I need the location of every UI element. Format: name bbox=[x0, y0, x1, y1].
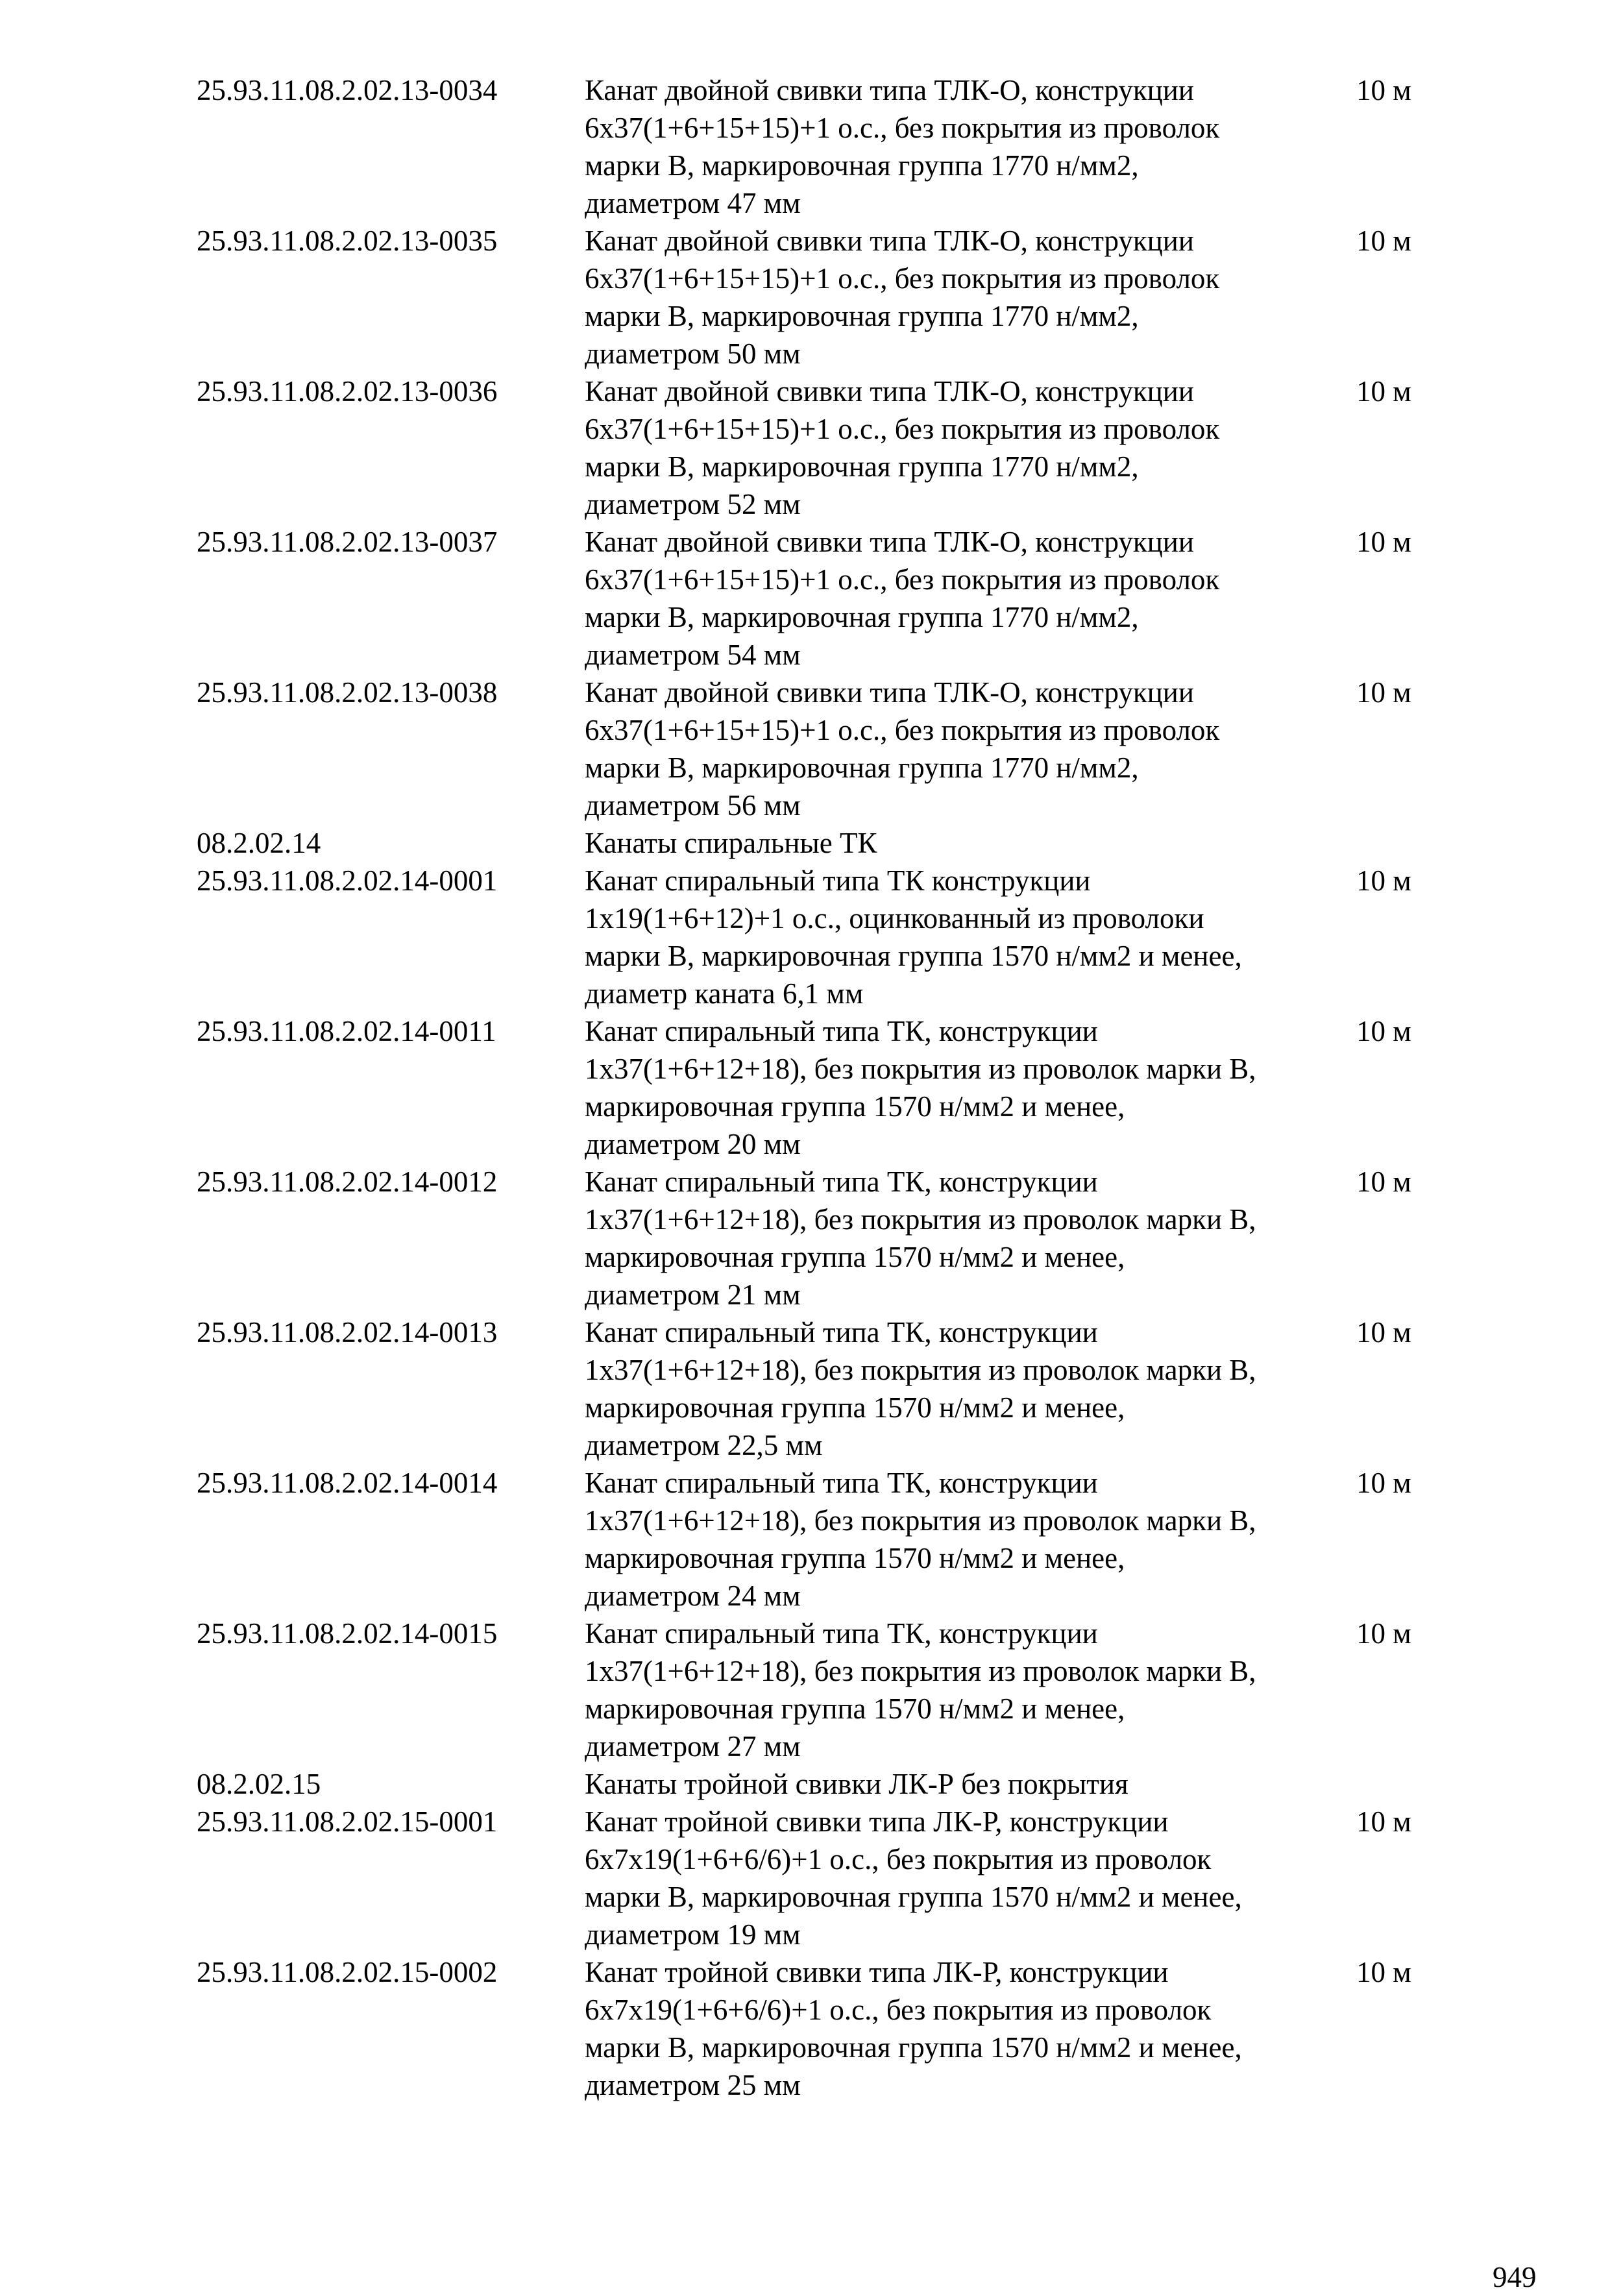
item-unit: 10 м bbox=[1356, 1015, 1411, 1047]
description-line: марки В, маркировочная группа 1770 н/мм2, bbox=[585, 450, 1139, 483]
description-line: маркировочная группа 1570 н/мм2 и менее, bbox=[585, 1241, 1125, 1273]
description-line: Канат спиральный типа ТК, конструкции bbox=[585, 1015, 1098, 1047]
description-line: Канат спиральный типа ТК, конструкции bbox=[585, 1617, 1098, 1650]
description-line: 6х37(1+6+15+15)+1 о.с., без покрытия из проволок bbox=[585, 262, 1220, 295]
description-line: 1х37(1+6+12+18), без покрытия из проволок марки В, bbox=[585, 1053, 1256, 1085]
item-unit: 10 м bbox=[1356, 676, 1411, 709]
item-unit: 10 м bbox=[1356, 526, 1411, 558]
description-line: 6х7х19(1+6+6/6)+1 о.с., без покрытия из проволок bbox=[585, 1843, 1212, 1875]
description-line: Канат двойной свивки типа ТЛК-О, конструкции bbox=[585, 676, 1194, 709]
description-line: диаметром 27 мм bbox=[585, 1730, 801, 1763]
description-line: Канат двойной свивки типа ТЛК-О, конструкции bbox=[585, 375, 1194, 408]
item-code: 25.93.11.08.2.02.14-0001 bbox=[197, 864, 498, 897]
item-description bbox=[585, 824, 877, 862]
description-line: Канат двойной свивки типа ТЛК-О, конструкции bbox=[585, 526, 1194, 558]
item-unit: 10 м bbox=[1356, 1805, 1411, 1838]
item-unit: 10 м bbox=[1356, 1316, 1411, 1349]
item-unit: 10 м bbox=[1356, 1956, 1411, 1988]
item-unit: 10 м bbox=[1356, 1166, 1411, 1198]
item-code: 25.93.11.08.2.02.13-0035 bbox=[197, 225, 498, 257]
item-description bbox=[585, 674, 1219, 824]
description-line: 1х19(1+6+12)+1 о.с., оцинкованный из проволоки bbox=[585, 902, 1204, 934]
item-description bbox=[585, 1803, 1242, 1953]
item-code: 08.2.02.15 bbox=[197, 1768, 321, 1800]
item-unit: 10 м bbox=[1356, 225, 1411, 257]
item-code: 25.93.11.08.2.02.14-0012 bbox=[197, 1166, 498, 1198]
item-code: 25.93.11.08.2.02.13-0038 bbox=[197, 676, 498, 709]
item-description bbox=[585, 1765, 1128, 1803]
item-description bbox=[585, 372, 1219, 523]
description-line: 6х7х19(1+6+6/6)+1 о.с., без покрытия из проволок bbox=[585, 1994, 1212, 2026]
item-unit: 10 м bbox=[1356, 1617, 1411, 1650]
item-unit: 10 м bbox=[1356, 74, 1411, 106]
description-line: диаметром 54 мм bbox=[585, 639, 801, 671]
item-description bbox=[585, 1012, 1256, 1163]
description-line: 6х37(1+6+15+15)+1 о.с., без покрытия из проволок bbox=[585, 413, 1220, 445]
description-line: диаметром 25 мм bbox=[585, 2069, 801, 2101]
item-description bbox=[585, 222, 1219, 372]
description-line: Канаты тройной свивки ЛК-Р без покрытия bbox=[585, 1768, 1128, 1800]
description-line: диаметром 22,5 мм bbox=[585, 1429, 823, 1461]
item-code: 08.2.02.14 bbox=[197, 827, 321, 859]
description-line: 1х37(1+6+12+18), без покрытия из проволок марки В, bbox=[585, 1655, 1256, 1687]
description-line: Канат спиральный типа ТК конструкции bbox=[585, 864, 1091, 897]
description-line: маркировочная группа 1570 н/мм2 и менее, bbox=[585, 1692, 1125, 1725]
description-line: диаметром 52 мм bbox=[585, 488, 801, 520]
description-line: 1х37(1+6+12+18), без покрытия из проволок марки В, bbox=[585, 1504, 1256, 1537]
description-line: 1х37(1+6+12+18), без покрытия из проволок марки В, bbox=[585, 1203, 1256, 1236]
item-code: 25.93.11.08.2.02.13-0037 bbox=[197, 526, 498, 558]
description-line: марки В, маркировочная группа 1570 н/мм2 и менее, bbox=[585, 940, 1242, 972]
description-line: 6х37(1+6+15+15)+1 о.с., без покрытия из проволок bbox=[585, 714, 1220, 746]
item-code: 25.93.11.08.2.02.14-0011 bbox=[197, 1015, 496, 1047]
page-number: 949 bbox=[1493, 2261, 1537, 2293]
description-line: Канат спиральный типа ТК, конструкции bbox=[585, 1166, 1098, 1198]
item-code: 25.93.11.08.2.02.14-0014 bbox=[197, 1467, 498, 1499]
description-line: диаметром 19 мм bbox=[585, 1918, 801, 1951]
description-line: диаметр каната 6,1 мм bbox=[585, 977, 864, 1010]
description-line: Канат спиральный типа ТК, конструкции bbox=[585, 1316, 1098, 1349]
description-line: маркировочная группа 1570 н/мм2 и менее, bbox=[585, 1090, 1125, 1123]
description-line: маркировочная группа 1570 н/мм2 и менее, bbox=[585, 1542, 1125, 1574]
description-line: диаметром 47 мм bbox=[585, 187, 801, 219]
description-line: диаметром 20 мм bbox=[585, 1128, 801, 1160]
description-line: Канат тройной свивки типа ЛК-Р, конструкции bbox=[585, 1956, 1169, 1988]
description-line: Канат двойной свивки типа ТЛК-О, конструкции bbox=[585, 225, 1194, 257]
item-description bbox=[585, 1313, 1256, 1464]
item-unit: 10 м bbox=[1356, 1467, 1411, 1499]
description-line: марки В, маркировочная группа 1770 н/мм2, bbox=[585, 601, 1139, 633]
description-line: Канаты спиральные ТК bbox=[585, 827, 877, 859]
item-code: 25.93.11.08.2.02.15-0002 bbox=[197, 1956, 498, 1988]
description-line: марки В, маркировочная группа 1770 н/мм2, bbox=[585, 300, 1139, 332]
description-line: 1х37(1+6+12+18), без покрытия из проволок марки В, bbox=[585, 1354, 1256, 1386]
description-line: Канат двойной свивки типа ТЛК-О, конструкции bbox=[585, 74, 1194, 106]
item-description bbox=[585, 1615, 1256, 1765]
description-line: диаметром 24 мм bbox=[585, 1580, 801, 1612]
item-code: 25.93.11.08.2.02.13-0034 bbox=[197, 74, 498, 106]
item-description bbox=[585, 523, 1219, 674]
item-code: 25.93.11.08.2.02.14-0015 bbox=[197, 1617, 498, 1650]
description-line: марки В, маркировочная группа 1570 н/мм2 и менее, bbox=[585, 1881, 1242, 1913]
description-line: марки В, маркировочная группа 1770 н/мм2, bbox=[585, 751, 1139, 784]
item-description bbox=[585, 862, 1242, 1012]
item-code: 25.93.11.08.2.02.13-0036 bbox=[197, 375, 498, 408]
description-line: Канат тройной свивки типа ЛК-Р, конструкции bbox=[585, 1805, 1169, 1838]
description-line: марки В, маркировочная группа 1570 н/мм2 и менее, bbox=[585, 2031, 1242, 2064]
item-code: 25.93.11.08.2.02.15-0001 bbox=[197, 1805, 498, 1838]
description-line: диаметром 21 мм bbox=[585, 1278, 801, 1311]
description-line: 6х37(1+6+15+15)+1 о.с., без покрытия из проволок bbox=[585, 112, 1220, 144]
item-description bbox=[585, 1953, 1242, 2104]
description-line: маркировочная группа 1570 н/мм2 и менее, bbox=[585, 1391, 1125, 1424]
item-code: 25.93.11.08.2.02.14-0013 bbox=[197, 1316, 498, 1349]
item-unit: 10 м bbox=[1356, 375, 1411, 408]
item-unit: 10 м bbox=[1356, 864, 1411, 897]
item-description bbox=[585, 71, 1219, 222]
description-line: диаметром 56 мм bbox=[585, 789, 801, 822]
description-line: 6х37(1+6+15+15)+1 о.с., без покрытия из проволок bbox=[585, 563, 1220, 596]
description-line: диаметром 50 мм bbox=[585, 337, 801, 370]
description-line: Канат спиральный типа ТК, конструкции bbox=[585, 1467, 1098, 1499]
description-line: марки В, маркировочная группа 1770 н/мм2, bbox=[585, 149, 1139, 182]
item-description bbox=[585, 1163, 1256, 1313]
item-description bbox=[585, 1464, 1256, 1615]
